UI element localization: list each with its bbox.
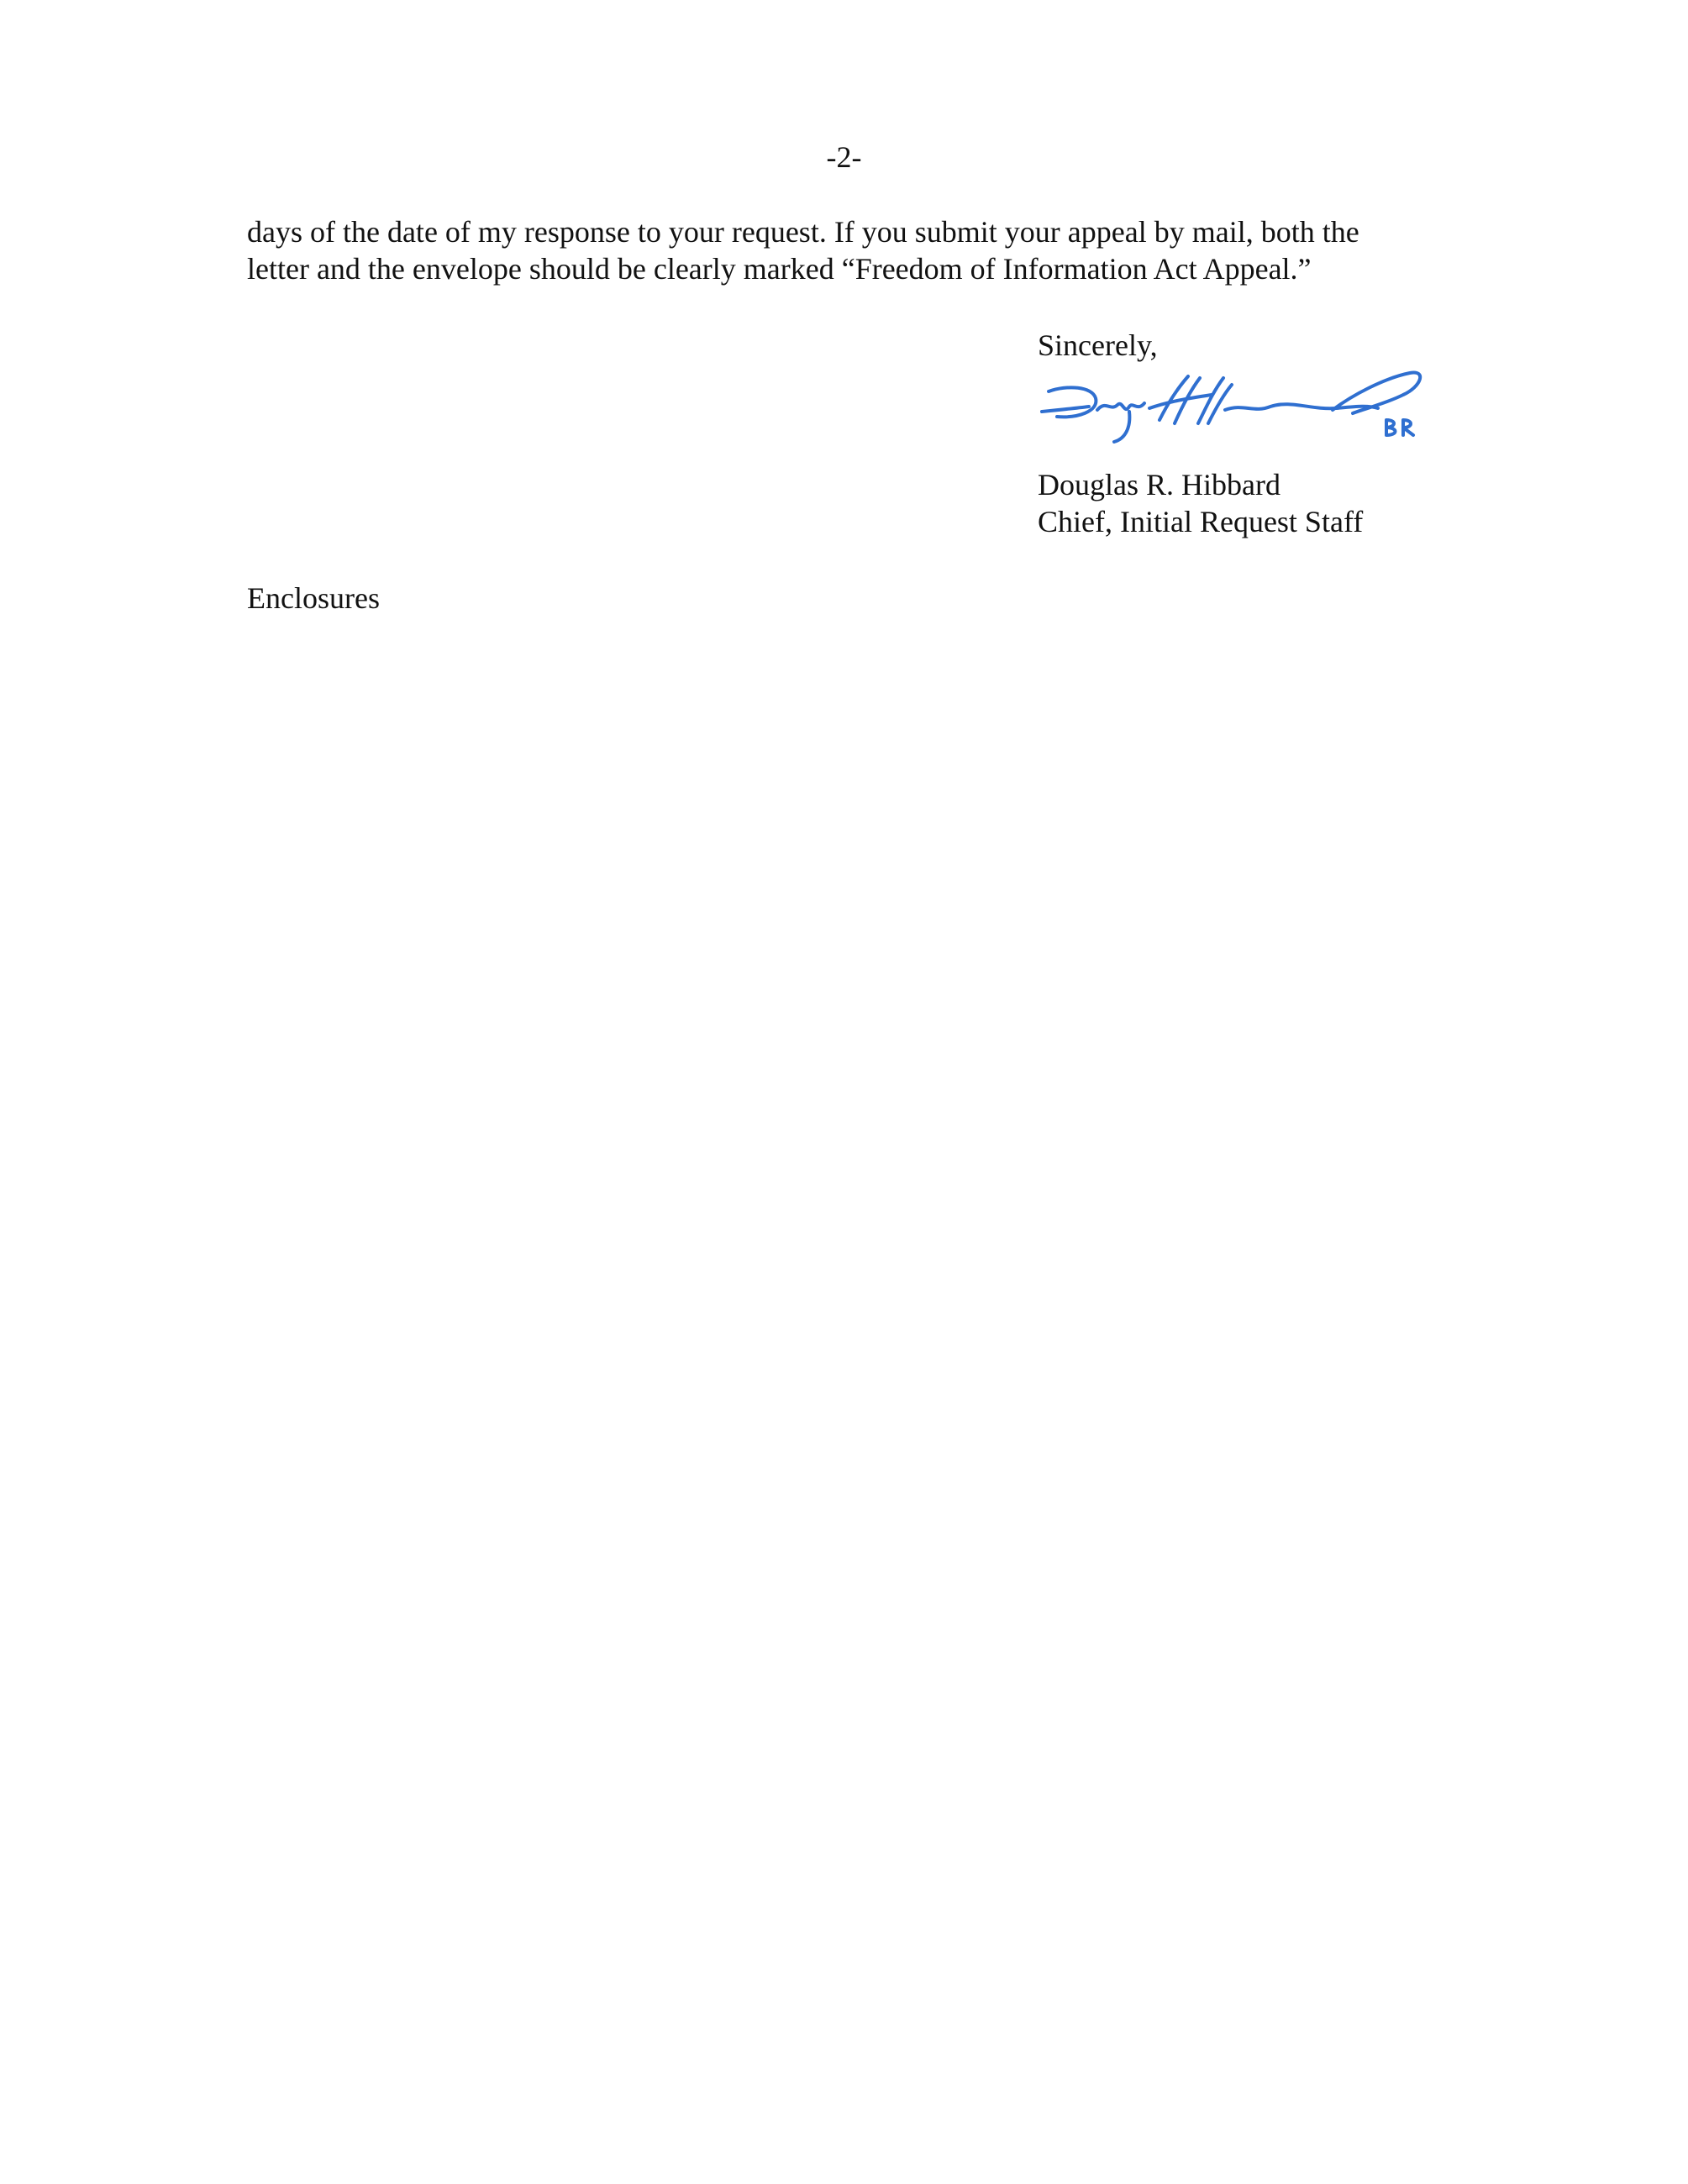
handwritten-signature [1033, 361, 1437, 470]
page-number: -2- [826, 140, 862, 174]
signer-title: Chief, Initial Request Staff [1038, 505, 1364, 538]
body-line-2: letter and the envelope should be clearly marked “Freedom of Information Act Appeal.” [247, 252, 1312, 286]
body-line-1: days of the date of my response to your request. If you submit your appeal by mail, both the [247, 215, 1359, 249]
signer-name: Douglas R. Hibbard [1038, 468, 1280, 501]
letter-body-paragraph [247, 213, 1507, 287]
enclosures-label: Enclosures [247, 581, 380, 615]
letter-closing: Sincerely, [1038, 328, 1158, 362]
